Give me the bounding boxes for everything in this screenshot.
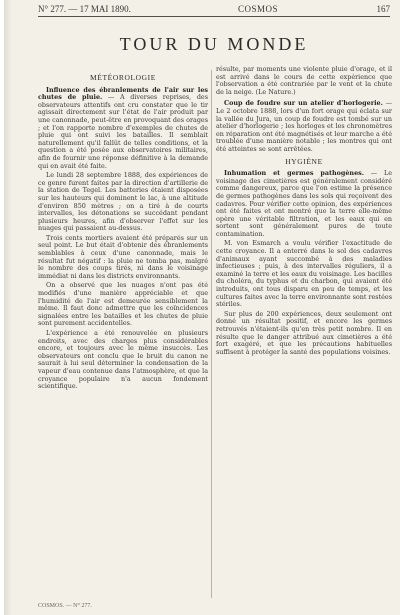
page-footer: COSMOS. — N° 277. <box>38 603 92 609</box>
article-lead: Coup de foudre sur un atelier d'horlogerie. <box>224 99 383 108</box>
article-paragraph: Coup de foudre sur un atelier d'horlogerie. — Le 2 octobre 1888, lors d'un fort orage qui éclata sur la vallée du Jura, un coup de foudre est tombé sur un atelier d'horlogerie ; les horloges et les chronomètres en réparation ont été magnétisés et leur marche a été troublée d'une manière notable ; les montres qui ont été atteintes se sont arrêtées. <box>216 99 392 153</box>
issue-date: N° 277. — 17 MAI 1890. <box>38 4 131 14</box>
hygiene-heading: HYGIÈNE <box>285 156 323 166</box>
left-column <box>38 74 208 393</box>
article-paragraph: Inhumation et germes pathogènes. — Le voisinage des cimetières est généralement considéré comme dangereux, parce que l'on estime la présence de germes pathogènes dans les sols qui reçoivent des cadavres. Pour vérifier cette opinion, des expériences ont été faites et ont montré que la terre elle-même opère une véritable filtration, et les eaux qui en sortent sont généralement pures de toute contamination. <box>216 169 392 238</box>
article-paragraph: Sur plus de 200 expériences, deux seulement ont donné un résultat positif, et encore les germes retrouvés n'étaient-ils qu'en très petit nombre. Il en résulte que le danger attribué aux cimetières a été fort exagéré, et que les précautions habituelles suffisent à protéger la santé des populations voisines. <box>216 309 392 356</box>
page-number: 167 <box>376 4 390 14</box>
article-paragraph: M. von Esmarch a voulu vérifier l'exactitude de cette croyance. Il a enterré dans le sol des cadavres d'animaux ayant succombé à des maladies infectieuses ; puis, à des intervalles réguliers, il a examiné la terre et les eaux du voisinage. Les bacilles du choléra, du typhus et du charbon, qui avaient été introduits, ont tous disparu en peu de temps, et les cultures faites avec la terre environnante sont restées stériles. <box>216 239 392 309</box>
journal-name: COSMOS <box>238 4 279 14</box>
article-lead: Inhumation et germes pathogènes. <box>224 169 364 178</box>
article-paragraph: Influence des ébranlements de l'air sur les chutes de pluie. — A diverses reprises, des observateurs attentifs ont cru constater que le tir agissait directement sur l'état de l'air produit par une canonnade, peut-être en provoquant des orages ; et l'on rapporte nombre d'exemples de chutes de pluie qui ont suivi les batailles. Il semblait naturellement qu'il fallût de telles conditions, et la question a été posée aux observatoires militaires, afin de fournir une réponse définitive à la demande qui en avait été faite. <box>38 85 208 170</box>
article-paragraph: On a observé que les nuages n'ont pas été modifiés d'une manière appréciable et que l'humidité de l'air est demeurée sensiblement la même. Il faut donc admettre que les coïncidences signalées entre les batailles et les chutes de pluie sont purement accidentelles. <box>38 281 208 328</box>
section-title: TOUR DU MONDE <box>119 34 309 54</box>
right-column <box>216 66 392 358</box>
article-paragraph: Le lundi 28 septembre 1888, des expériences de ce genre furent faites par la direction d'artillerie de la station de Tegel. Les batteries étaient disposées sur les hauteurs qui dominent le lac, à une altitude d'environ 850 mètres ; on a tiré à de courts intervalles, les détonations se succédant pendant plusieurs heures, afin d'observer l'effet sur les nuages qui passaient au-dessus. <box>38 171 208 233</box>
article-lead: Influence des ébranlements de l'air sur les chutes de pluie. <box>38 85 208 102</box>
meteorology-heading: MÉTÉOROLOGIE <box>90 73 156 82</box>
running-head <box>38 3 390 15</box>
journal-page <box>4 0 400 615</box>
page-spine-shadow <box>4 0 12 615</box>
column-divider <box>211 70 212 598</box>
header-rule <box>38 16 390 17</box>
continued-paragraph: résulte, par moments une violente pluie d'orage, et il est arrivé dans le cours de cette expérience que l'observation a été contrariée par le vent et la chute de la neige. (Le Nature.) <box>216 65 392 96</box>
article-paragraph: Trois cents mortiers avaient été préparés sur un seul point. Le but était d'obtenir des ébranlements semblables à ceux d'une canonnade, mais le résultat fut négatif : la pluie ne tomba pas, malgré le nombre des coups tirés, ni dans le voisinage immédiat ni dans les districts environnants. <box>38 233 208 280</box>
article-paragraph: L'expérience a été renouvelée en plusieurs endroits, avec des charges plus considérables encore, et toujours avec le même insuccès. Les observateurs ont conclu que le bruit du canon ne saurait à lui seul déterminer la condensation de la vapeur d'eau contenue dans l'atmosphère, et que la croyance populaire n'a aucun fondement scientifique. <box>38 329 208 391</box>
